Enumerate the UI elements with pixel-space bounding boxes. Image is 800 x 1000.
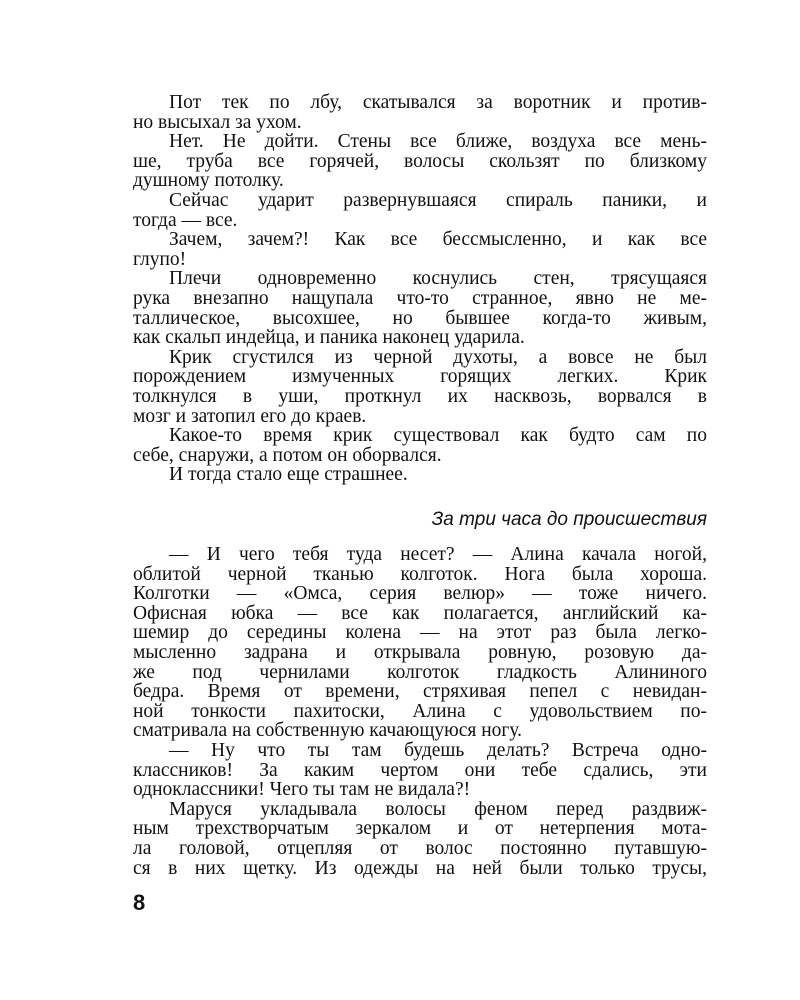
- text-line: ся в них щетку. Из одежды на ней были только трусы,: [133, 857, 707, 879]
- text-line: Колготки — «Омса, серия велюр» — тоже ничего.: [133, 583, 707, 605]
- text-line: толкнулся в уши, проткнул их насквозь, ворвался в: [133, 385, 707, 407]
- text-line: бедра. Время от времени, стряхивая пепел с невидан-: [133, 681, 707, 703]
- text-line: шемир до середины колена — на этот раз была легко-: [133, 622, 707, 644]
- section-subheading: За три часа до происшествия: [431, 509, 707, 530]
- text-line: как скальп индейца, и паника наконец ударила.: [133, 327, 525, 349]
- text-line: одноклассники! Чего ты там не видала?!: [133, 779, 471, 801]
- text-line: мысленно задрана и открывала ровную, розовую да-: [133, 641, 707, 663]
- text-line: — Ну что ты там будешь делать? Встреча одно-: [169, 739, 707, 761]
- text-line: сматривала на собственную качающуюся ногу.: [133, 720, 523, 742]
- text-line: себе, снаружи, а потом он оборвался.: [133, 444, 442, 466]
- text-line: Какое-то время крик существовал как будто сам по: [169, 425, 707, 447]
- page-number: 8: [133, 890, 146, 915]
- text-line: ла головой, отцепляя от волос постоянно путавшую-: [133, 837, 707, 859]
- text-line: Сейчас ударит развернувшаяся спираль паники, и: [169, 189, 707, 211]
- text-line: Зачем, зачем?! Как все бессмысленно, и как все: [169, 229, 707, 251]
- text-line: таллическое, высохшее, но бывшее когда-то живым,: [133, 307, 707, 329]
- text-line: Пот тек по лбу, скатывался за воротник и против-: [169, 92, 707, 113]
- text-line: облитой черной тканью колготок. Нога была хороша.: [133, 563, 707, 585]
- text-line: мозг и затопил его до краев.: [133, 405, 367, 427]
- text-line: Офисная юбка — все как полагается, английский ка-: [133, 602, 707, 624]
- text-line: Плечи одновременно коснулись стен, трясущаяся: [169, 268, 707, 290]
- text-line: ной тонкости пахитоски, Алина с удовольствием по-: [133, 700, 707, 722]
- text-line: Крик сгустился из черной духоты, а вовсе не был: [169, 346, 707, 368]
- text-line: Нет. Не дойти. Стены все ближе, воздуха все мень-: [169, 131, 707, 153]
- text-line: ным трехстворчатым зеркалом и от нетерпения мота-: [133, 818, 707, 840]
- text-line: И тогда стало еще страшнее.: [169, 464, 408, 486]
- text-line: классников! За каким чертом они тебе сдались, эти: [133, 759, 707, 781]
- text-line: Маруся укладывала волосы феном перед раздвиж-: [169, 798, 707, 820]
- text-line: порождением измученных горящих легких. Крик: [133, 366, 707, 388]
- body-text-bottom: [133, 545, 707, 878]
- body-text-top: [133, 93, 707, 485]
- text-line: глупо!: [133, 248, 187, 270]
- text-line: тогда — все.: [133, 209, 238, 231]
- text-line: же под чернилами колготок гладкость Алининого: [133, 661, 707, 683]
- text-line: — И чего тебя туда несет? — Алина качала ногой,: [169, 544, 707, 565]
- text-line: ше, труба все горячей, волосы скользят по близкому: [133, 150, 707, 172]
- text-line: рука внезапно нащупала что-то странное, явно не ме-: [133, 287, 707, 309]
- text-line: душному потолку.: [133, 170, 284, 192]
- text-line: но высыхал за ухом.: [133, 111, 302, 133]
